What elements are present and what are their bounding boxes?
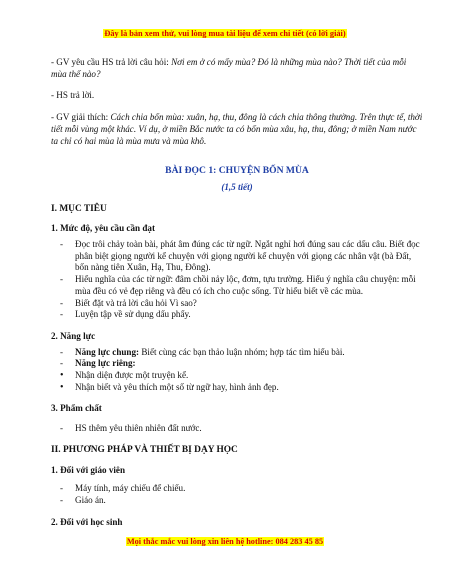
specific-competency-list — [51, 370, 423, 393]
intro-p1-question: Nơi em ở có mấy mùa? Đó là những mùa nào? Thời tiết của mỗi mùa thế nào? — [51, 57, 407, 79]
general-competency-label: Năng lực chung: — [75, 346, 140, 357]
list-item: - Giáo án. — [51, 495, 423, 507]
list-item: - Hiểu nghĩa của các từ ngữ: đâm chồi nảy lộc, đơm, tựu trường. Hiểu ý nghĩa câu chuyện: mỗi mùa đều có vẻ đẹp riêng và đều có ích cho cuộc sống. Từ hiểu biết về các mùa. — [51, 274, 423, 297]
section-1-2-heading: 2. Năng lực — [51, 330, 96, 341]
section-2-2-heading: 2. Đối với học sinh — [51, 516, 123, 527]
list-item: - HS thêm yêu thiên nhiên đất nước. — [51, 423, 423, 435]
intro-p1-prefix: - GV yêu cầu HS trả lời câu hỏi: — [51, 57, 172, 67]
footer-notice — [0, 537, 450, 546]
objectives-list — [51, 239, 423, 321]
list-item: - Máy tính, máy chiếu để chiếu. — [51, 483, 423, 495]
header-notice-text: Đây là bản xem thử, vui lòng mua tài liệu để xem chi tiết (có lời giải) — [104, 29, 346, 38]
list-item: • Nhận diện được một truyện kể. — [51, 370, 423, 382]
intro-paragraph-2: - HS trả lời. — [51, 90, 95, 101]
list-item: • Nhận biết và yêu thích một số từ ngữ hay, hình ảnh đẹp. — [51, 382, 423, 394]
intro-p3-prefix: - GV giải thích: — [51, 112, 111, 123]
section-1-3-heading: 3. Phẩm chất — [51, 403, 102, 414]
section-1-heading: I. MỤC TIÊU — [51, 203, 107, 214]
qualities-list — [51, 423, 423, 435]
specific-competency-label: Năng lực riêng: — [75, 358, 136, 369]
section-2-heading: II. PHƯƠNG PHÁP VÀ THIẾT BỊ DẠY HỌC — [51, 444, 238, 455]
competency-list — [51, 347, 423, 370]
lesson-duration: (1,5 tiết) — [221, 181, 253, 192]
intro-p3-explanation: Cách chia bốn mùa: xuân, hạ, thu, đông là cách chia thông thường. Trên thực tế, thời tiết mỗi vùng một khác. Ví dụ, ở miền Bắc nước ta có bốn mùa xâu, hạ, thu, đông; ở miền Nam nước ta chỉ có hai mùa là mùa mưa và mùa khô. — [51, 112, 423, 146]
intro-paragraph-1 — [51, 57, 423, 80]
header-notice — [0, 29, 450, 38]
section-2-1-heading: 1. Đối với giáo viên — [51, 464, 125, 475]
general-competency-text: Biết cùng các bạn thảo luận nhóm; hợp tác tìm hiểu bài. — [139, 346, 345, 357]
document-body — [51, 57, 423, 528]
lesson-title: BÀI ĐỌC 1: CHUYỆN BỐN MÙA — [165, 165, 309, 177]
list-item: - Đọc trôi chảy toàn bài, phát âm đúng các từ ngữ. Ngắt nghỉ hơi đúng sau các dấu câu. Biết đọc phân biệt giọng người kể chuyện với giọng người kể chuyện với giọng các nhân vật (bà Đất, bốn nàng tiên Xuân, Hạ, Thu, Đông). — [51, 239, 423, 274]
list-item: - Biết đặt và trả lời câu hỏi Vì sao? — [51, 298, 423, 310]
footer-notice-text: Mọi thắc mắc vui lòng xin liên hệ hotline: 084 283 45 85 — [126, 537, 324, 546]
list-item: - Luyện tập về sử dụng dấu phẩy. — [51, 309, 423, 321]
intro-paragraph-3 — [51, 112, 423, 147]
list-item — [51, 347, 423, 359]
section-1-1-heading: 1. Mức độ, yêu cầu cần đạt — [51, 223, 155, 234]
list-item — [51, 358, 423, 370]
teacher-equipment-list — [51, 483, 423, 506]
